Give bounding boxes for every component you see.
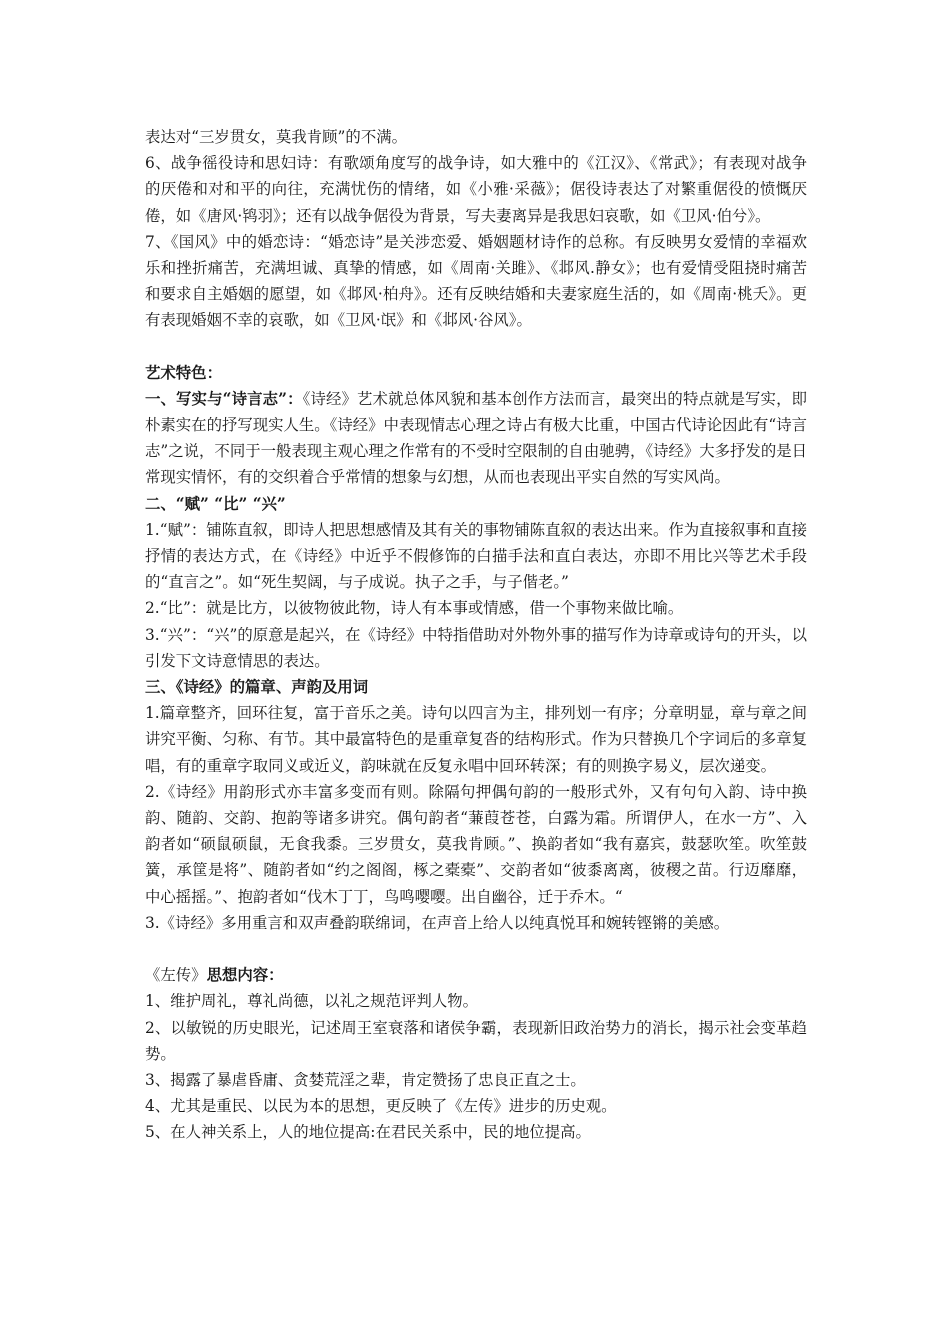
section-heading-art: 艺术特色： <box>145 363 222 382</box>
paragraph-bi: 2.“比”：就是比方，以彼物彼此物，诗人有本事或情感，借一个事物来做比喻。 <box>145 599 684 618</box>
list-item: 1、维护周礼，尊礼尚德，以礼之规范评判人物。 <box>145 992 478 1011</box>
list-item: 4、尤其是重民、以民为本的思想，更反映了《左传》进步的历史观。 <box>145 1097 617 1116</box>
zuozhuan-title: 《左传》 <box>145 966 207 985</box>
paragraph-xing: 3.“兴”：“兴”的原意是起兴，在《诗经》中特指借助对外物外事的描写作为诗章或诗句的开头，以引发下文诗意情思的表达。 <box>145 625 807 670</box>
paragraph-item-7: 7、《国风》中的婚恋诗：“婚恋诗”是关涉恋爱、婚姻题材诗作的总称。有反映男女爱情的幸福欢乐和挫折痛苦，充满坦诚、真挚的情感，如《周南·关雎》、《邶风.静女》；也有爱情受阻挠时痛苦和要求自主婚姻的愿望，如《邶风·柏舟》。还有反映结婚和夫妻家庭生活的，如《周南·桃夭》。更有表现婚姻不幸的哀歌，如《卫风·氓》和《邶风·谷风》。 <box>145 232 807 330</box>
list-item: 2、以敏锐的历史眼光，记述周王室衰落和诸侯争霸，表现新旧政治势力的消长，揭示社会变革趋势。 <box>145 1018 807 1063</box>
document-body <box>145 124 807 1146</box>
paragraph-structure-1: 1.篇章整齐，回环往复，富于音乐之美。诗句以四言为主，排列划一有序；分章明显，章与章之间讲究平衡、匀称、有节。其中最富特色的是重章复沓的结构形式。作为只替换几个字词后的多章复唱，有的重章字取同义或近义，韵味就在反复永唱中回环转深；有的则换字易义，层次递变。 <box>145 704 807 775</box>
paragraph-item-6: 6、战争徭役诗和思妇诗：有歌颂角度写的战争诗，如大雅中的《江汉》、《常武》；有表现对战争的厌倦和对和平的向往，充满忧伤的情绪，如《小雅·采薇》；倨役诗表达了对繁重倨役的愤慨厌倦，如《唐风·鸨羽》；还有以战争倨役为背景，写夫妻离异是我思妇哀歌，如《卫风·伯兮》。 <box>145 154 807 225</box>
subheading-fu-bi-xing: 二、“赋” “比” “兴” <box>145 494 286 513</box>
paragraph-continued: 表达对“三岁贯女，莫我肯顾”的不满。 <box>145 128 407 146</box>
realism-body: 《诗经》艺术就总体风貌和基本创作方法而言，最突出的特点就是写实，即朴素实在的抒写现实人生。《诗经》中表现情志心理之诗占有极大比重，中国古代诗论因此有“诗言志”之说，不同于一般表现主观心理之作常有的不受时空限制的自由驰骋，《诗经》大多抒发的是日常现实情怀，有的交织着合乎常情的想象与幻想，从而也表现出平实自然的写实风尚。 <box>145 389 807 487</box>
paragraph-fu: 1.“赋”：铺陈直叙，即诗人把思想感情及其有关的事物铺陈直叙的表达出来。作为直接叙事和直接抒情的表达方式，在《诗经》中近乎不假修饰的白描手法和直白表达，亦即不用比兴等艺术手段的“直言之”。如“死生契阔，与子成说。执子之手，与子偕老。” <box>145 520 807 592</box>
section-heading-zuozhuan <box>145 962 807 988</box>
zuozhuan-heading-label: 思想内容： <box>206 966 284 985</box>
spacer <box>145 334 807 360</box>
spacer <box>145 936 807 962</box>
list-item: 3、揭露了暴虐昏庸、贪婪荒淫之辈，肯定赞扬了忠良正直之士。 <box>145 1070 586 1089</box>
list-item: 5、在人神关系上，人的地位提高:在君民关系中，民的地位提高。 <box>145 1123 591 1142</box>
paragraph-realism <box>145 386 807 491</box>
paragraph-structure-3: 3.《诗经》多用重言和双声叠韵联绵词，在声音上给人以纯真悦耳和婉转铿锵的美感。 <box>145 913 730 932</box>
subheading-structure: 三、《诗经》的篇章、声韵及用词 <box>145 678 369 697</box>
subheading-realism: 一、写实与“诗言志”： <box>145 389 303 408</box>
paragraph-structure-2: 2.《诗经》用韵形式亦丰富多变而有则。除隔句押偶句韵的一般形式外，又有句句入韵、诗中换韵、随韵、交韵、抱韵等诸多讲究。偶句韵者“蒹葭苍苍，白露为霜。所谓伊人，在水一方”、入韵者如“硕鼠硕鼠，无食我黍。三岁贯女，莫我肯顾。”、换韵者如“我有嘉宾，鼓瑟吹笙。吹笙鼓簧，承筐是将”、随韵者如“约之阁阁，椓之橐橐”、交韵者如“彼黍离离，彼稷之苗。行迈靡靡，中心摇摇。”、抱韵者如“伐木丁丁，鸟鸣嘤嘤。出自幽谷，迁于乔木。“ <box>145 782 807 906</box>
